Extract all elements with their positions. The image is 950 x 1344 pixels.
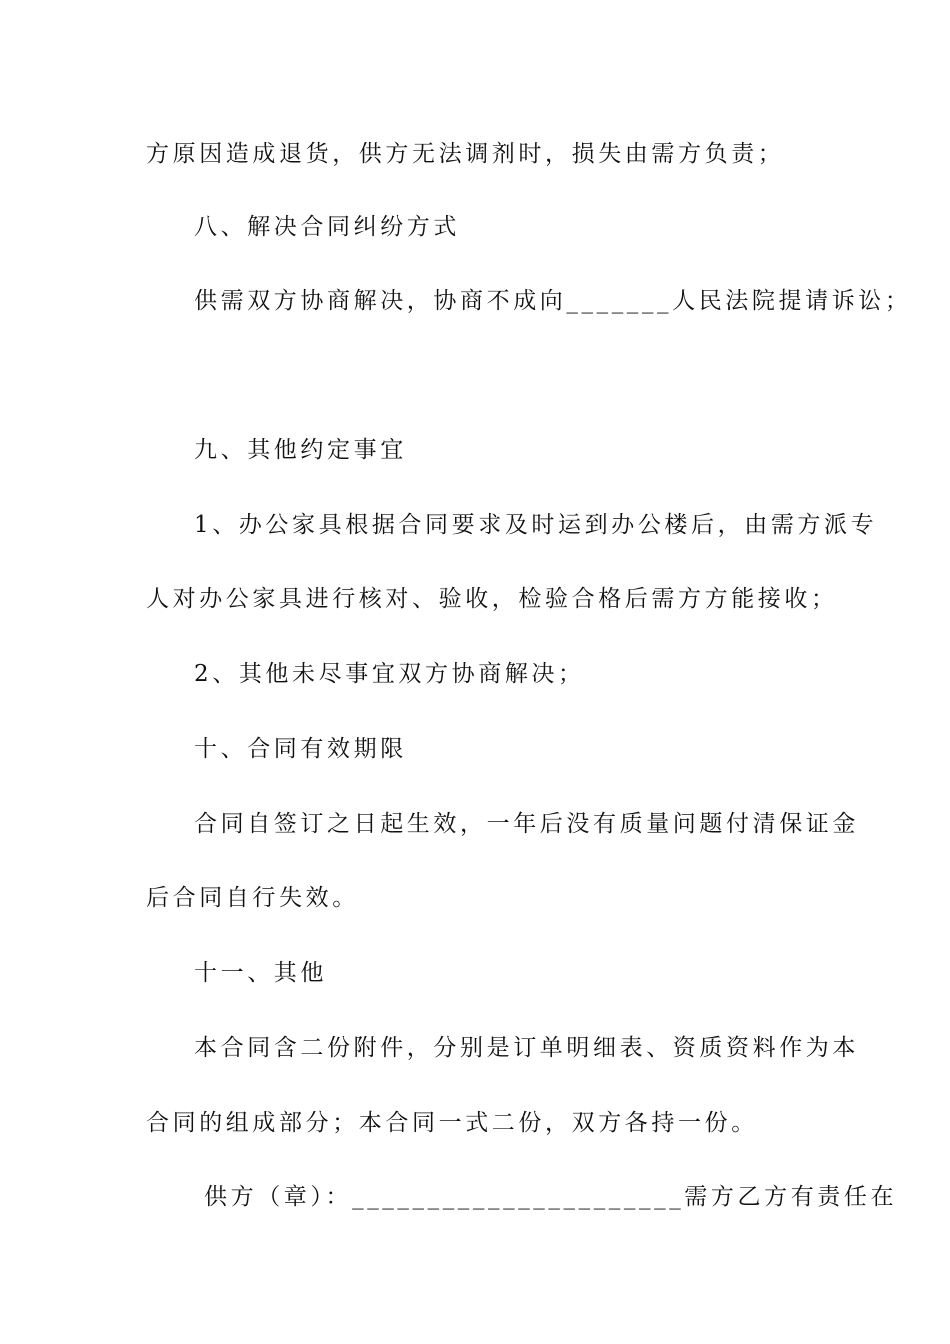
paragraph-line: 供需双方协商解决，协商不成向_______人民法院提请诉讼；: [194, 288, 912, 314]
paragraph-line: 人对办公家具进行核对、验收，检验合格后需方方能接收；: [146, 586, 838, 612]
section-heading-other-matters: 九、其他约定事宜: [194, 437, 407, 463]
signature-line: 供方（章）：______________________需方乙方有责任在: [204, 1184, 898, 1210]
paragraph-line: 方原因造成退货，供方无法调剂时，损失由需方负责；: [146, 141, 785, 167]
paragraph-line: 合同自签订之日起生效，一年后没有质量问题付清保证金: [194, 811, 859, 837]
section-heading-dispute: 八、解决合同纠纷方式: [194, 214, 460, 240]
paragraph-line: 后合同自行失效。: [146, 885, 359, 911]
paragraph-line: 2、其他未尽事宜双方协商解决；: [194, 661, 585, 687]
section-heading-others: 十一、其他: [194, 960, 327, 986]
section-heading-validity: 十、合同有效期限: [194, 736, 407, 762]
paragraph-line: 1、办公家具根据合同要求及时运到办公楼后，由需方派专: [194, 512, 878, 538]
paragraph-line: 合同的组成部分；本合同一式二份，双方各持一份。: [146, 1110, 758, 1136]
paragraph-line: 本合同含二份附件，分别是订单明细表、资质资料作为本: [194, 1035, 859, 1061]
